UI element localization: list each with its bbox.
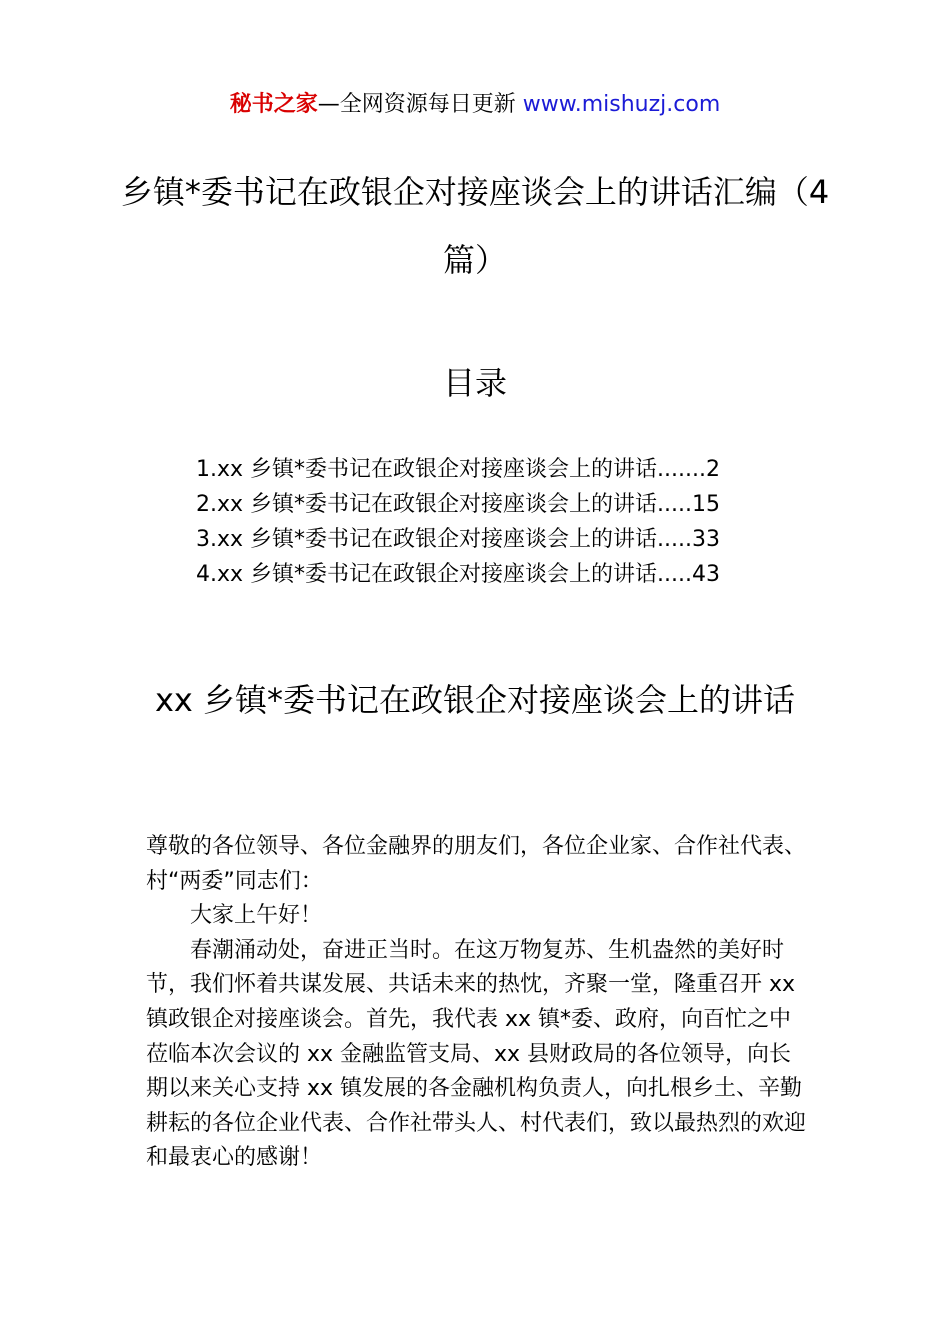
- toc-item-label: xx 乡镇*委书记在政银企对接座谈会上的讲话: [217, 527, 658, 552]
- toc-item-number: 2.: [196, 492, 217, 517]
- document-title: 乡镇*委书记在政银企对接座谈会上的讲话汇编（4篇）: [120, 173, 830, 279]
- toc-item-page: 15: [692, 492, 721, 517]
- toc-item-leader: .....: [657, 527, 693, 552]
- toc-item[interactable]: [196, 522, 816, 557]
- site-header: [0, 90, 950, 120]
- salutation: 尊敬的各位领导、各位金融界的朋友们，各位企业家、合作社代表、村“两委”同志们：: [146, 834, 807, 894]
- toc-item-number: 1.: [196, 457, 217, 482]
- toc-item-page: 2: [706, 457, 720, 482]
- article-body: [146, 830, 810, 1176]
- toc-item-page: 43: [692, 562, 721, 587]
- toc-item-label: xx 乡镇*委书记在政银企对接座谈会上的讲话: [217, 492, 658, 517]
- toc-item[interactable]: [196, 487, 816, 522]
- table-of-contents: [196, 452, 816, 592]
- paragraph: 春潮涌动处，奋进正当时。在这万物复苏、生机盎然的美好时节，我们怀着共谋发展、共话未来的热忱，齐聚一堂，隆重召开 xx 镇政银企对接座谈会。首先，我代表 xx 镇*委、政府，向百忙之中莅临本次会议的 xx 金融监管支局、xx 县财政局的各位领导，向长期以来关心支持 xx 镇发展的各金融机构负责人，向扎根乡土、辛勤耕耘的各位企业代表、合作社带头人、村代表们，致以最热烈的欢迎和最衷心的感谢！: [146, 937, 807, 1171]
- toc-item-page: 33: [692, 527, 721, 552]
- toc-item-leader: .......: [657, 457, 706, 482]
- toc-item-leader: .....: [657, 492, 693, 517]
- greeting: 大家上午好！: [190, 903, 323, 929]
- toc-item-label: xx 乡镇*委书记在政银企对接座谈会上的讲话: [217, 457, 658, 482]
- site-tagline: —全网资源每日更新: [317, 92, 523, 117]
- toc-item[interactable]: [196, 452, 816, 487]
- site-brand: 秘书之家: [229, 92, 318, 117]
- toc-item-number: 4.: [196, 562, 217, 587]
- toc-item-label: xx 乡镇*委书记在政银企对接座谈会上的讲话: [217, 562, 658, 587]
- article-title: xx 乡镇*委书记在政银企对接座谈会上的讲话: [154, 681, 796, 719]
- toc-item-number: 3.: [196, 527, 217, 552]
- toc-heading: 目录: [442, 364, 507, 402]
- toc-item-leader: .....: [657, 562, 693, 587]
- toc-item[interactable]: [196, 557, 816, 592]
- site-url-link[interactable]: www.mishuzj.com: [522, 92, 721, 117]
